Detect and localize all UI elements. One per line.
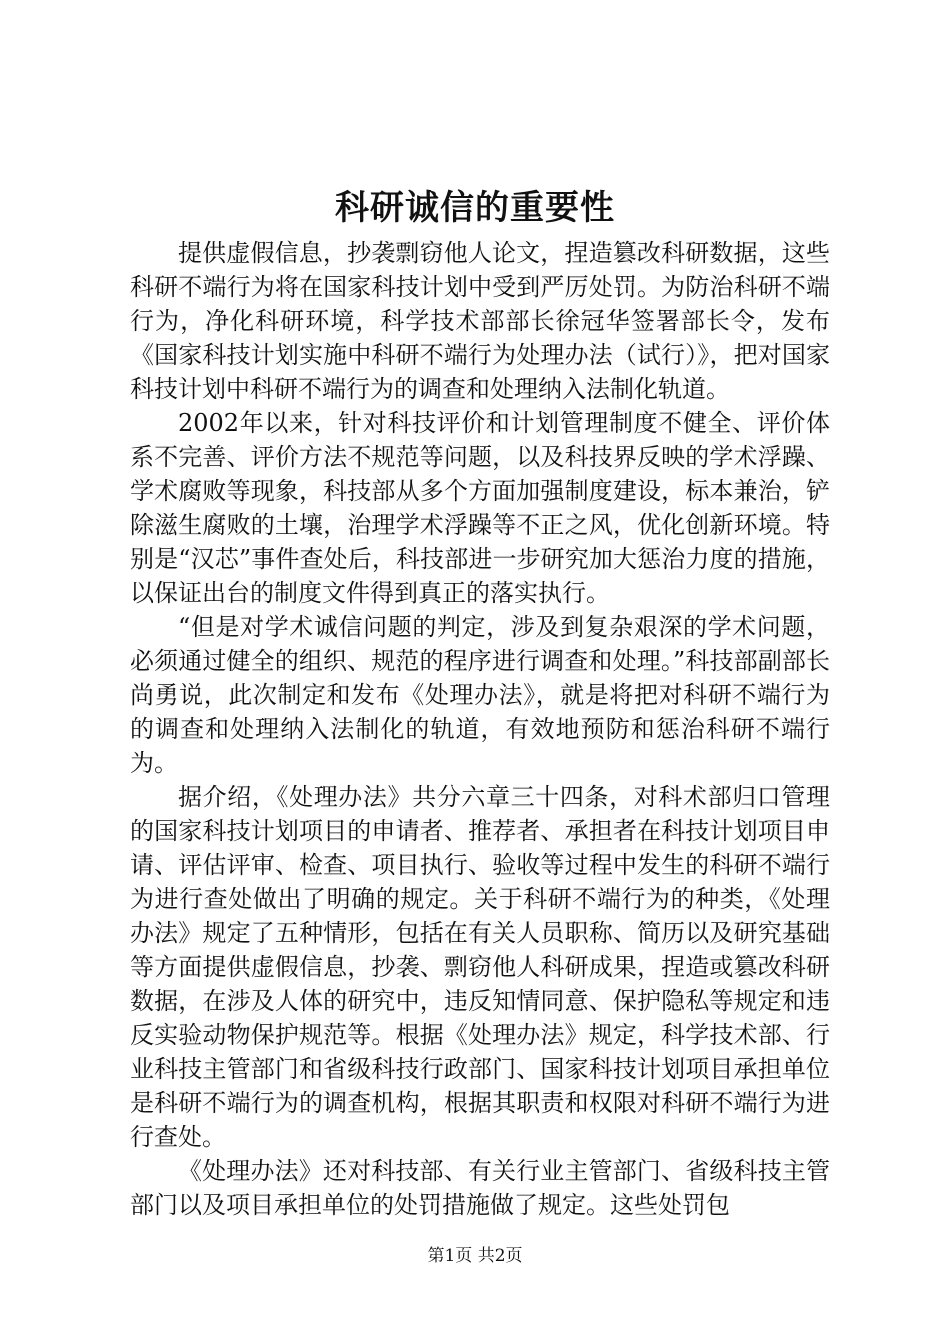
document-body [130, 236, 830, 1222]
paragraph-4: 据介绍，《处理办法》共分六章三十四条，对科术部归口管理的国家科技计划项目的申请者、推荐者、承担者在科技计划项目申请、评估评审、检查、项目执行、验收等过程中发生的科研不端行为进行查处做出了明确的规定。关于科研不端行为的种类，《处理办法》规定了五种情形，包括在有关人员职称、简历以及研究基础等方面提供虚假信息，抄袭、剽窃他人科研成果，捏造或篡改科研数据，在涉及人体的研究中，违反知情同意、保护隐私等规定和违反实验动物保护规范等。根据《处理办法》规定，科学技术部、行业科技主管部门和省级科技行政部门、国家科技计划项目承担单位是科研不端行为的调查机构，根据其职责和权限对科研不端行为进行查处。 [130, 783, 830, 1151]
page-number-footer: 第1页 共2页 [427, 1246, 523, 1266]
paragraph-5: 《处理办法》还对科技部、有关行业主管部门、省级科技主管部门以及项目承担单位的处罚措施做了规定。这些处罚包 [130, 1157, 830, 1219]
document-title: 科研诚信的重要性 [335, 188, 615, 228]
paragraph-3: “但是对学术诚信问题的判定，涉及到复杂艰深的学术问题，必须通过健全的组织、规范的程序进行调查和处理。”科技部副部长尚勇说，此次制定和发布《处理办法》，就是将把对科研不端行为的调查和处理纳入法制化的轨道，有效地预防和惩治科研不端行为。 [130, 613, 830, 777]
paragraph-2: 2002年以来，针对科技评价和计划管理制度不健全、评价体系不完善、评价方法不规范等问题，以及科技界反映的学术浮躁、学术腐败等现象，科技部从多个方面加强制度建设，标本兼治，铲除滋生腐败的土壤，治理学术浮躁等不正之风，优化创新环境。特别是“汉芯”事件查处后，科技部进一步研究加大惩治力度的措施，以保证出台的制度文件得到真正的落实执行。 [130, 409, 830, 607]
paragraph-1: 提供虚假信息，抄袭剽窃他人论文，捏造篡改科研数据，这些科研不端行为将在国家科技计划中受到严厉处罚。为防治科研不端行为，净化科研环境，科学技术部部长徐冠华签署部长令，发布《国家科技计划实施中科研不端行为处理办法（试行）》，把对国家科技计划中科研不端行为的调查和处理纳入法制化轨道。 [130, 239, 830, 403]
